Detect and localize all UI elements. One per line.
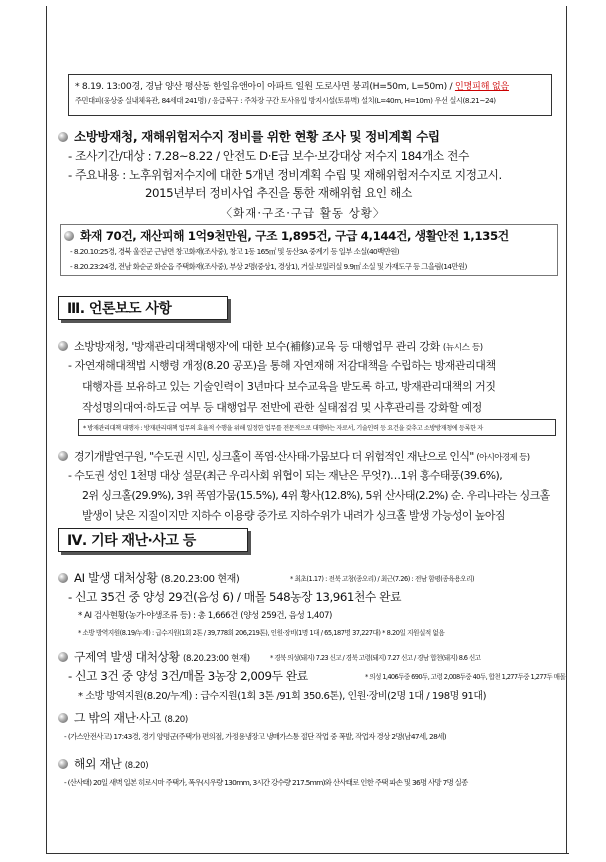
ai-line-1: - 신고 35건 중 양성 29건(음성 6) / 매몰 548농장 13,961천수 완료: [68, 590, 402, 604]
media-2-line-2: 2위 싱크홀(29.9%), 3위 폭염가뭄(15.5%), 4위 황사(12.8%), 5위 산사태(2.2%) 순. 우리나라는 싱크홀: [82, 489, 550, 502]
reservoir-heading: 소방방재청, 재해위험저수지 정비를 위한 현황 조사 및 정비계획 수립: [58, 126, 440, 145]
ai-line-2: * AI 검사현황(농가·야생조류 등) : 총 1,666건 (양성 259건, 음성 1,407): [78, 611, 332, 621]
media-1-definition: * 방재관리대책 대행자 : 방재관리대책 업무의 효율적 수행을 위해 일정한 업무를 전문적으로 대행하는 자로서, 기술인력 등 요건을 갖추고 소방방재청에 등록한 자: [78, 419, 556, 436]
ai-heading: AI 발생 대처상황 (8.20.23:00 현재): [58, 569, 239, 586]
fire-rescue-title: 〈화재·구조·구급 활동 상황〉: [220, 206, 386, 220]
media-2-line-1: - 수도권 성인 1천명 대상 설문(최근 우리사회 위협이 되는 재난은 무엇?)…1위 홍수태풍(39.6%),: [68, 469, 503, 482]
section-3-heading: Ⅲ. 언론보도 사항: [58, 296, 228, 320]
ai-note: * 최초(1.17) : 전북 고창(종오리) / 최근(7.26) : 전남 함평(종육용오리): [290, 575, 475, 583]
bullet-icon: [58, 573, 68, 583]
incident-note-line2: 주민대피(웅상중 실내체육관, 84세대 241명) / 응급복구 : 주차장 구간 토사유입 방지시설(토류벽) 설치(L=40m, H=10m) 우선 실시(8.21~24): [75, 96, 496, 105]
reservoir-item-2a: - 주요내용 : 노후위험저수지에 대한 5개년 정비계획 수립 및 재해위험저수지로 지정고시.: [68, 168, 502, 182]
other-line-1: - (가스안전사고) 17:43경, 경기 양평군(주택가) 편의점, 가정용냉장고 냉매가스통 절단 작업 중 폭발, 작업자 경상 2명(남47세, 28세): [64, 732, 447, 741]
ai-line-3: * 소방 방역지원(8.19/누계) : 급수지원(1회 2톤 / 39,778회 206,219톤), 인원·장비(1명 1대 / 65,187명 37,227대) * 8.20일 지원실적 없음: [78, 629, 445, 637]
fmd-line-1-note: * 의성 1,406두중 690두, 고령 2,008두중 40두, 합천 1,277두중 1,277두 매몰: [365, 673, 566, 681]
bullet-icon: [58, 652, 68, 662]
media-2-line-3: 발생이 낮은 지질이지만 지하수 이용량 증가로 지하수위가 내려가 싱크홀 발생 가능성이 높아짐: [82, 509, 505, 522]
bullet-icon: [64, 231, 74, 241]
bullet-icon: [58, 759, 68, 769]
media-1-line-1: - 자연재해대책법 시행령 개정(8.20 공포)을 통해 자연재해 저감대책을 수립하는 방재관리대책: [68, 359, 496, 372]
reservoir-item-2b: 2015년부터 정비사업 추진을 통한 재해위험 요인 해소: [145, 186, 412, 200]
fire-detail-1: - 8.20.10:25경, 경북 울진군 근남면 창고화재(조사중), 창고 1동 165㎡ 및 동산3A 중계기 등 일부 소실(40백만원): [70, 247, 400, 256]
fmd-note: * 경북 의성(돼지) 7.23 신고 / 경북 고령(돼지) 7.27 신고 / 경남 합천(돼지) 8.6 신고: [270, 654, 481, 662]
section-4-heading: Ⅳ. 기타 재난·사고 등: [58, 528, 248, 552]
abroad-line-1: - (산사태) 20일 새벽 일본 히로시마 주택가, 폭우(시우량 130mm, 3시간 강수량 217.5mm)와 산사태로 인한 주택 파손 및 36명 사망 7명 실종: [64, 778, 468, 787]
media-1-line-2: 대행자를 보유하고 있는 기술인력이 3년마다 보수교육을 받도록 하고, 방재관리대책의 거짓: [82, 380, 496, 393]
bullet-icon: [58, 341, 68, 351]
fmd-line-1: - 신고 3건 중 양성 3건/매몰 3농장 2,009두 완료: [68, 669, 308, 683]
bullet-icon: [58, 451, 68, 461]
bullet-icon: [58, 713, 68, 723]
incident-note-box: [68, 74, 552, 116]
abroad-heading: 해외 재난 (8.20): [58, 755, 148, 772]
media-2-heading: 경기개발연구원, "수도권 시민, 싱크홀이 폭염·산사태·가뭄보다 더 위험적인 재난으로 인식" (아시아경제 등): [58, 448, 529, 464]
other-heading: 그 밖의 재난·사고 (8.20): [58, 709, 188, 726]
fmd-line-2: * 소방 방역지원(8.20/누계) : 급수지원(1회 3톤 /91회 350.6톤), 인원·장비(2명 1대 / 198명 91대): [78, 691, 487, 702]
media-1-heading: 소방방재청, '방재관리대책대행자'에 대한 보수(補修)교육 등 대행업무 관리 강화 (뉴시스 등): [58, 338, 483, 354]
fire-detail-2: - 8.20.23:24경, 전남 화순군 화순읍 주택화재(조사중), 부상 2명(중상1, 경상1), 거실·보일러실 9.9㎡ 소실 및 가재도구 등 그을림(14만원): [70, 262, 467, 271]
incident-note-no-casualty: 인명피해 없음: [454, 81, 509, 92]
fmd-heading: 구제역 발생 대처상황 (8.20.23:00 현재): [58, 648, 250, 665]
fire-rescue-summary: 화재 70건, 재산피해 1억9천만원, 구조 1,895건, 구급 4,144건, 생활안전 1,135건: [64, 227, 509, 244]
page-bottom-rule: [46, 853, 569, 854]
reservoir-item-1: - 조사기간/대상 : 7.28~8.22 / 안전도 D·E급 보수·보강대상 저수지 184개소 전수: [68, 149, 469, 163]
media-1-line-3: 작성명의대여·하도급 여부 등 대행업무 전반에 관한 실태점검 및 사후관리를 강화할 예정: [82, 401, 482, 414]
incident-note-line1: * 8.19. 13:00경, 경남 양산 평산동 한일유앤아이 아파트 일원 도로사면 붕괴(H=50m, L=50m) /: [75, 81, 455, 92]
bullet-icon: [58, 132, 68, 142]
